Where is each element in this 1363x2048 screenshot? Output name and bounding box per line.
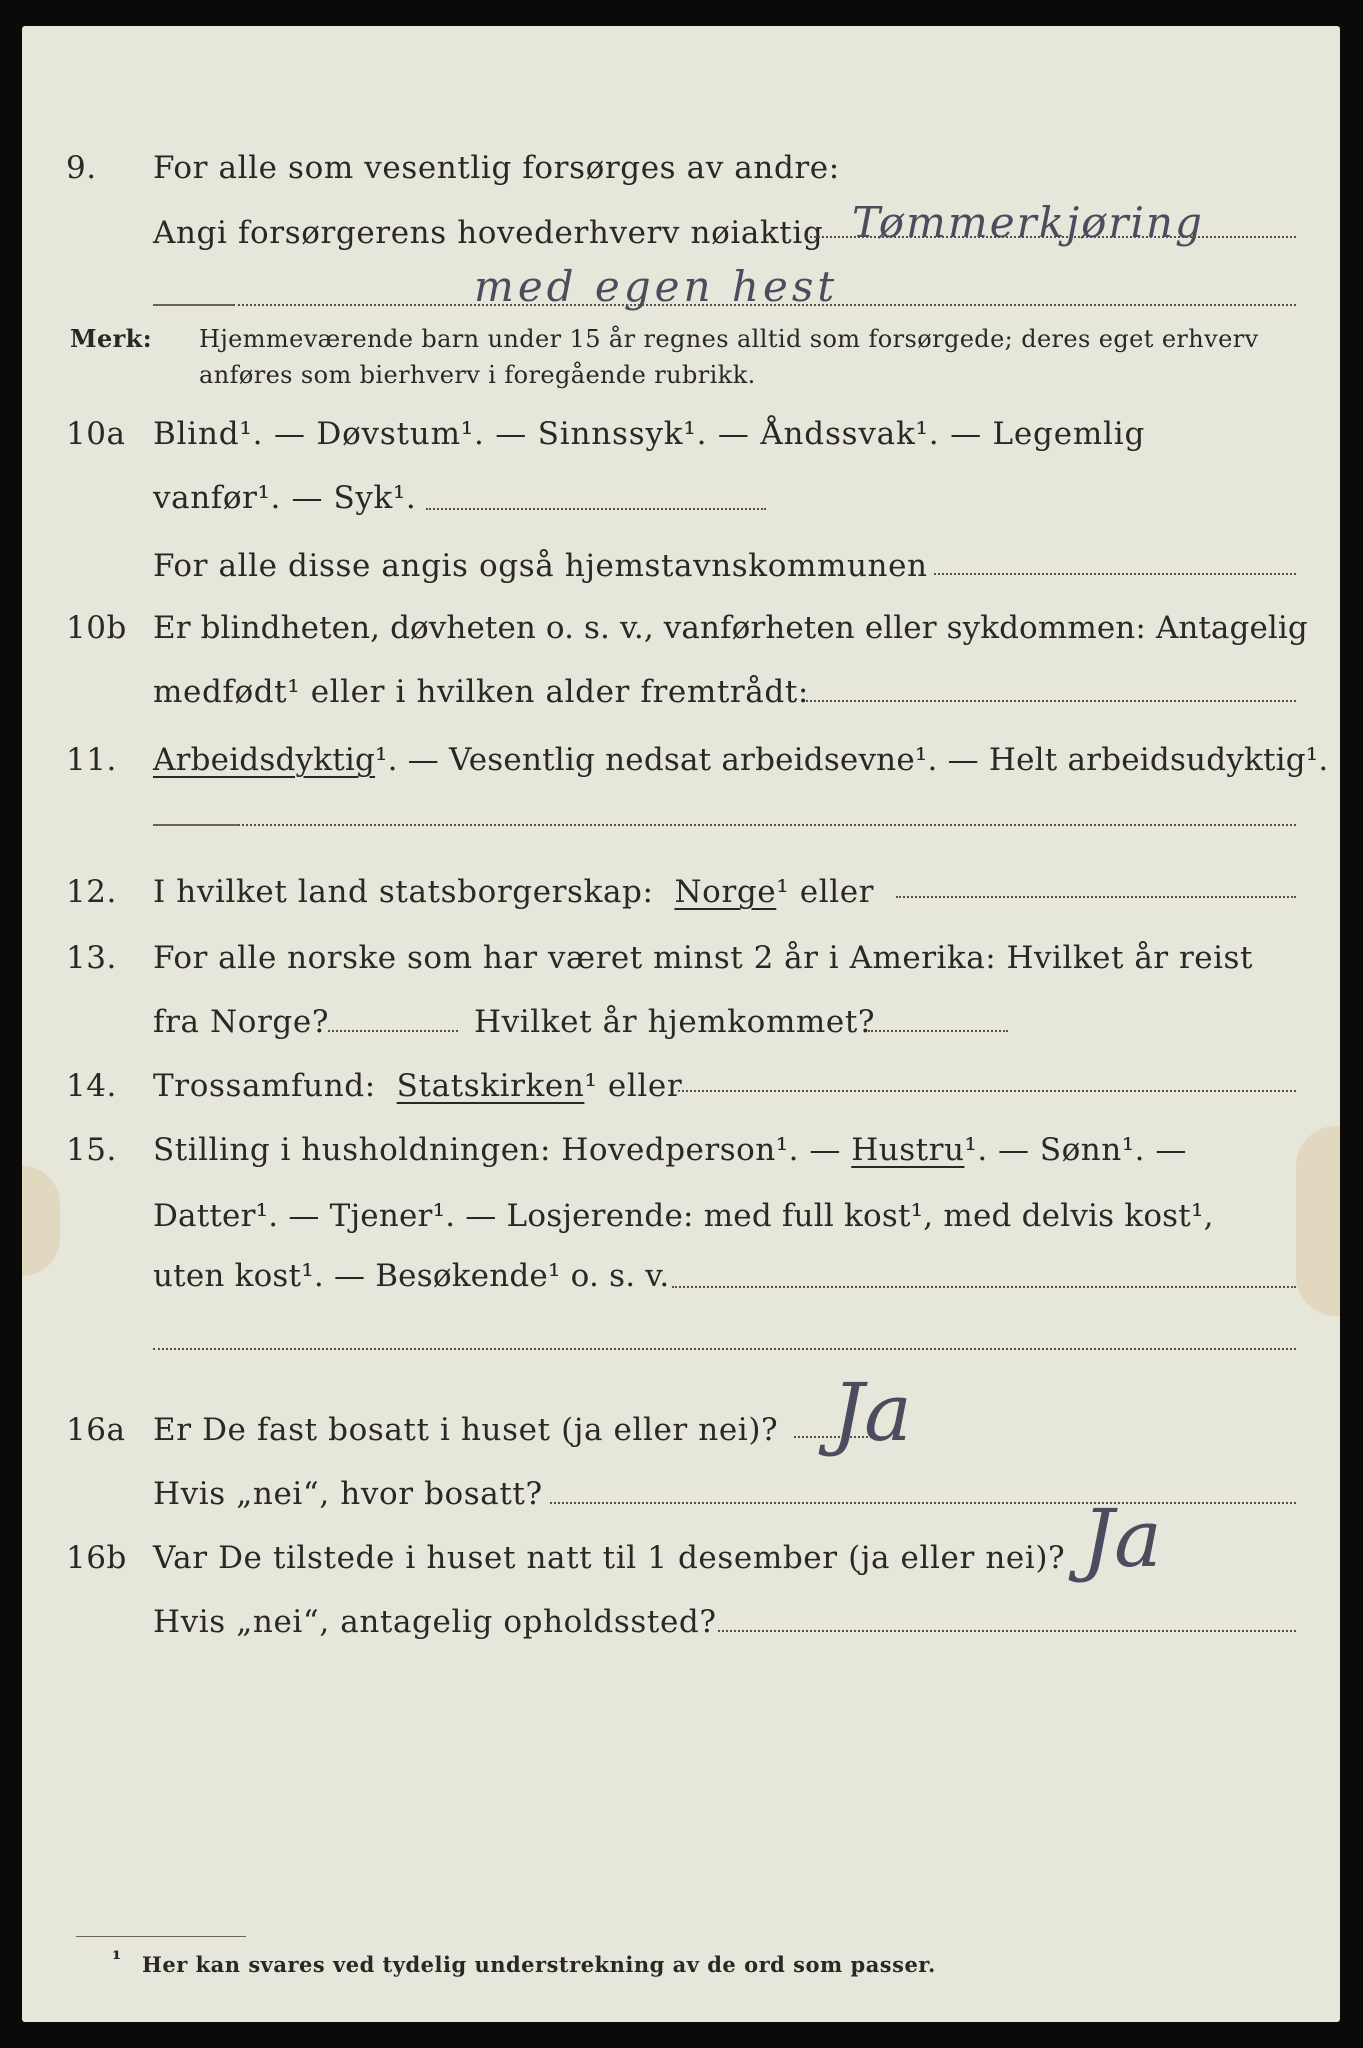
question-text-c: ¹. — Sønn¹. — — [964, 1132, 1187, 1168]
question-text: For alle som vesentlig forsørges av andre: — [153, 150, 840, 186]
answer-line-lead — [153, 304, 233, 306]
question-15 — [22, 1126, 1340, 1174]
question-text: Var De tilstede i huset natt til 1 desember (ja eller nei)? — [153, 1540, 1066, 1576]
question-text-rest: ¹. — Vesentlig nedsat arbeidsevne¹. — Helt arbeidsudyktig¹. — [375, 742, 1329, 778]
question-text: Er blindheten, døvheten o. s. v., vanførheten eller sykdommen: Antagelig — [153, 610, 1308, 646]
question-number: 10b — [66, 610, 127, 646]
question-10a — [22, 410, 1340, 458]
question-text — [153, 1126, 1187, 1174]
answer-line — [672, 1286, 1296, 1288]
answer-line — [328, 1030, 458, 1032]
question-text: Hvilket år hjemkommet? — [474, 1004, 876, 1040]
footnote-rule — [76, 1936, 246, 1937]
answer-line — [806, 700, 1296, 702]
question-text: Datter¹. — Tjener¹. — Losjerende: med full kost¹, med delvis kost¹, — [153, 1198, 1214, 1234]
question-text — [153, 736, 1328, 784]
question-text-post: ¹ eller — [584, 1068, 683, 1104]
selected-option-norge: Norge — [674, 874, 777, 910]
question-text: For alle disse angis også hjemstavnskommunen — [153, 548, 928, 584]
answer-line — [934, 573, 1296, 575]
note-text: anføres som bierhverv i foregående rubrikk. — [199, 361, 756, 389]
question-number: 9. — [66, 150, 97, 186]
question-13 — [22, 934, 1340, 982]
question-text: vanfør¹. — Syk¹. — [153, 480, 417, 516]
answer-line — [868, 1030, 1008, 1032]
question-16b-line2 — [22, 1598, 1340, 1646]
selected-option-hustru: Hustru — [851, 1132, 965, 1168]
question-text: Hvis „nei“, hvor bosatt? — [153, 1476, 543, 1512]
question-number: 16b — [66, 1540, 127, 1576]
question-text: Er De fast bosatt i huset (ja eller nei)? — [153, 1412, 779, 1448]
answer-line — [426, 508, 766, 510]
question-number: 15. — [66, 1132, 117, 1168]
question-11 — [22, 736, 1340, 784]
question-15-line3 — [22, 1252, 1340, 1300]
question-text — [153, 868, 874, 916]
question-text — [153, 1062, 682, 1110]
answer-line — [896, 896, 1296, 898]
question-9 — [22, 144, 1340, 192]
question-14 — [22, 1062, 1340, 1110]
question-text: fra Norge? — [153, 1004, 330, 1040]
question-number: 11. — [66, 742, 117, 778]
question-10b — [22, 604, 1340, 652]
question-number: 10a — [66, 416, 126, 452]
selected-option-statskirken: Statskirken — [396, 1068, 585, 1104]
question-10b-line2 — [22, 668, 1340, 716]
answer-line-lead — [153, 824, 238, 826]
question-text-pre: I hvilket land statsborgerskap: — [153, 874, 654, 910]
question-text-pre: Trossamfund: — [153, 1068, 376, 1104]
handwritten-answer: Tømmerkjøring — [852, 198, 1204, 247]
question-10a-line2 — [22, 474, 1340, 522]
answer-line — [550, 1502, 1296, 1504]
note-label: Merk: — [70, 324, 152, 353]
question-text: For alle norske som har været minst 2 år i Amerika: Hvilket år reist — [153, 940, 1253, 976]
answer-line — [238, 824, 1296, 826]
question-text: Hvis „nei“, antagelig opholdssted? — [153, 1604, 717, 1640]
question-text: uten kost¹. — Besøkende¹ o. s. v. — [153, 1258, 670, 1294]
question-number: 12. — [66, 874, 117, 910]
question-10a-line3 — [22, 542, 1340, 590]
question-12 — [22, 868, 1340, 916]
handwritten-answer: Ja — [832, 1366, 912, 1459]
question-15-line2 — [22, 1192, 1340, 1240]
question-text-post: ¹ eller — [776, 874, 875, 910]
handwritten-answer: med egen hest — [474, 262, 839, 311]
note-text: Hjemmeværende barn under 15 år regnes alltid som forsørgede; deres eget erhverv — [199, 325, 1259, 353]
question-number: 14. — [66, 1068, 117, 1104]
census-form-page — [22, 26, 1340, 2022]
selected-option-arbeidsdyktig: Arbeidsdyktig — [153, 742, 376, 778]
footnote-marker: ¹ — [112, 1946, 122, 1971]
handwritten-answer: Ja — [1082, 1492, 1162, 1585]
question-number: 16a — [66, 1412, 126, 1448]
answer-line — [718, 1630, 1296, 1632]
question-13-line2 — [22, 998, 1340, 1046]
question-text: medfødt¹ eller i hvilken alder fremtrådt: — [153, 674, 809, 710]
footnote-text: Her kan svares ved tydelig understrekning av de ord som passer. — [142, 1952, 936, 1977]
question-text-a: Stilling i husholdningen: Hovedperson¹. — — [153, 1132, 841, 1168]
question-text: Blind¹. — Døvstum¹. — Sinnssyk¹. — Åndssvak¹. — Legemlig — [153, 416, 1146, 452]
answer-line — [678, 1090, 1296, 1092]
answer-line — [153, 1348, 1296, 1350]
question-text: Angi forsørgerens hovederhverv nøiaktig — [153, 215, 824, 251]
question-16a — [22, 1406, 1340, 1454]
question-number: 13. — [66, 940, 117, 976]
